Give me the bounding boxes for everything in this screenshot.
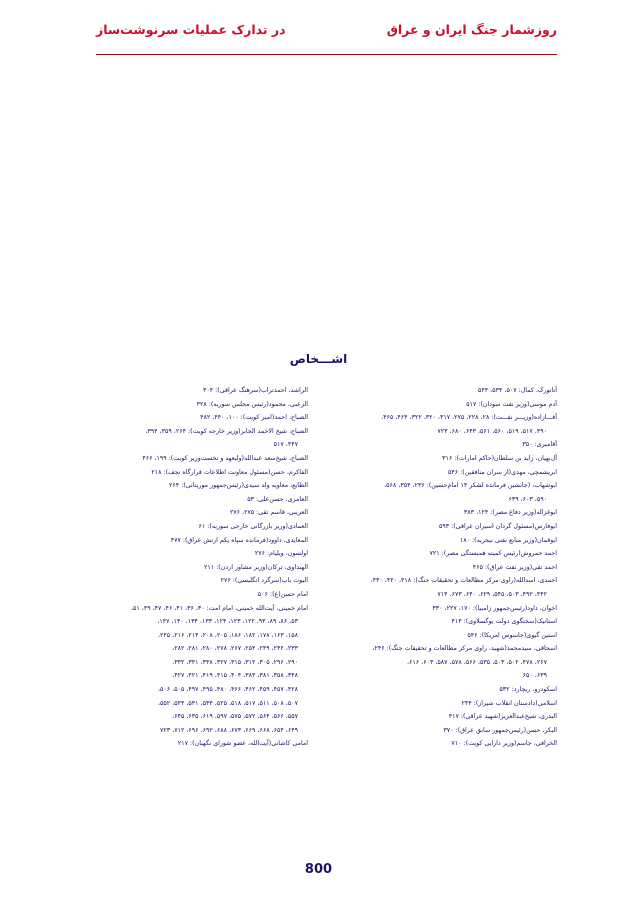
header-rule [96, 54, 557, 55]
index-entry-continuation: ۵۳، ۸۶، ۸۹، ۹۳، ۱۲۲، ۱۲۳، ۱۲۴، ۱۳۳، ۱۳۴، ۱۴۰، ۱۴۷، [157, 618, 298, 626]
index-entry-continuation: ۴۴۲، ۴۹۲، ۵۰۳، ۵۴۵، ۶۲۹، ۶۴۰، ۶۷۳، ۷۱۴ [437, 590, 547, 598]
index-entry: اولسون، ویلیام: ۲۷۶ [254, 550, 308, 558]
index-entry: الصباح، شیخ‌سعد عبدالله(ولیعهد و نخست‌وزیر کویت): ۱۹۹، ۴۶۶ [142, 454, 308, 462]
index-entry: اسکودرو، ریچارد: ۵۳۲ [499, 686, 557, 694]
index-entry: الزعبی، محمود(رئیس مجلس سوریه): ۳۲۸ [196, 400, 308, 408]
index-entry: آل‌نهیان، زاید بن سلطان(حاکم امارات): ۳۱۶ [442, 454, 557, 462]
index-entry: البکر، حسن(رئیس‌جمهور سابق عراق): ۳۷۰ [443, 726, 557, 734]
index-column-left [86, 384, 308, 751]
index-entry: ابوقمان(وزیر منابع نفتی نیجریه): ۱۸۰ [459, 536, 557, 544]
index-entry-continuation: ۳۴۸، ۳۵۸، ۳۸۱، ۳۸۳، ۴۰۴، ۴۱۵، ۴۱۹، ۴۲۱، ۴۲۷، [172, 672, 298, 680]
index-entry-continuation: ۶۴۹، ۶۵۴، ۶۶۸، ۶۶۹، ۶۷۳، ۶۸۸، ۶۹۲، ۶۹۶، ۷۱۲، ۷۲۳ [160, 726, 298, 734]
index-entry-continuation: ۲۳۳، ۲۴۲، ۲۴۹، ۲۵۴، ۲۶۷، ۲۷۸، ۲۸۰، ۲۸۱، ۲۸۲، [172, 645, 298, 653]
index-entry: احمد حمروش(رئیس کمیته همبستگی مصر): ۷۲۱ [429, 550, 557, 558]
page-number: 800 [304, 862, 333, 877]
index-entry: الفاکرم، حسن(مسئول معاونت اطلاعات قرارگاه نجف): ۲۱۸ [151, 468, 308, 476]
index-entry: الیوت باب(سرگرد انگلیسی): ۲۷۶ [220, 577, 308, 585]
index-entry: استین گیوی(جاسوس امریکا): ۵۴۶ [467, 631, 557, 639]
index-entry: الخرافی، جاسم(وزیر دارایی کویت): ۷۱۰ [451, 740, 557, 748]
index-entry: العریبی، قاسم تقی: ۲۷۵، ۲۷۶ [229, 509, 308, 517]
index-entry: آقامیری: ۳۵۰ [522, 441, 557, 449]
index-entry: اسلامی(دادستان انقلاب شیراز): ۲۴۴ [461, 699, 557, 707]
index-column-right [331, 384, 557, 751]
index-entry: امامی کاشانی(آیت‌الله، عضو شورای نگهبان): ۲۱۷ [177, 740, 308, 748]
index-entry: المعایدی، داوود(فرمانده سپاه یکم ارتش عراق): ۴۷۷ [170, 536, 308, 544]
index-entry: آدم موسی(وزیر نفت سودان): ۵۱۷ [466, 400, 557, 408]
index-entry: البدری، شیخ‌عبدالعزیز(شهید عراقی): ۴۱۷ [448, 713, 557, 721]
index-entry-continuation: ۲۹۰، ۲۹۶، ۳۰۵، ۳۱۲، ۳۱۵، ۳۲۷، ۳۳۸، ۳۴۱، ۳۴۲، [172, 658, 298, 666]
index-entry-continuation: ۴۲۸، ۴۵۷، ۴۵۹، ۴۶۲، ۴۶۶، ۴۸۰، ۴۹۵، ۴۹۷، ۵۰۵، ۵۰۶، [157, 686, 298, 694]
index-section-title: اشـــخاص [289, 352, 348, 366]
index-entry-continuation: ۵۵۷، ۵۶۶، ۵۶۴، ۵۷۲، ۵۷۵، ۵۹۷، ۶۱۹، ۶۳۵، ۶۴۵، [172, 713, 298, 721]
index-entry: العمادی(وزیر بازرگانی خارجی سوریه): ۶۱ [198, 522, 308, 530]
index-entry-continuation: ۵۰۷، ۵۰۸، ۵۱۱، ۵۱۷، ۵۱۸، ۵۲۵، ۵۳۴، ۵۴۱، ۵۴۴، ۵۵۲، [157, 699, 298, 707]
index-entry: ابریشمچی، مهدی(از سران منافقین): ۵۴۶ [447, 468, 557, 476]
index-entry: العامری، حسن‌علی: ۵۳ [247, 495, 308, 503]
index-entry: اسحاقی، سیدمحمد(شهید، راوی مرکز مطالعات و تحقیقات جنگ): ۲۴۶، [372, 645, 557, 653]
index-entry: ابوغزاله(وزیر دفاع مصر): ۱۲۴، ۳۸۳ [463, 509, 557, 517]
index-entry: الصباح، احمد(امیر کویت): ۱۰۰، ۴۴۰، ۴۸۲ [200, 414, 308, 422]
index-entry: آقـــازاده(وزیـــر نفـــت): ۲۸، ۲۲۸، ۲۷۵، ۳۱۷، ۳۲۰، ۳۲۲، ۴۶۴، ۴۶۵، [381, 414, 557, 422]
index-entry-continuation: ۲۶۷، ۴۷۸، ۵۰۲، ۵۰۳، ۵۳۵، ۵۶۶، ۵۷۸، ۵۸۷، ۶۰۳، ۶۱۶، [406, 658, 547, 666]
index-entry: الراشد، احمدتراب(سرهنگ عراقی): ۳۰۴ [202, 387, 308, 394]
index-entry: احمدی، اسدالله(راوی مرکز مطالعات و تحقیقات جنگ): ۴۱۸، ۴۲۰، ۴۳۰، [370, 577, 557, 585]
index-entry: امام حسن(ع): ۵۰۶ [257, 590, 308, 598]
index-entry-continuation: ۴۹۰، ۵۱۷، ۵۱۹، ۵۶۰، ۵۶۱، ۶۴۳، ۶۸۰، ۷۲۳ [437, 427, 547, 435]
index-entry: الهنداوی، ترکان(وزیر مشاور اردن): ۲۱۱ [203, 563, 308, 571]
index-entry: الصباح، شیخ الاحمد الجابر(وزیر خارجه کویت): ۲۶۴، ۳۵۹، ۳۹۴، [145, 427, 308, 435]
index-entry-continuation: ۱۵۸، ۱۶۳، ۱۷۸، ۱۸۲، ۱۸۶، ۲۰۵، ۲۰۸، ۲۱۴، ۲۱۶، ۲۲۵، [157, 631, 298, 639]
index-entry-continuation: ۵۹۰، ۶۰۳، ۶۳۹ [508, 495, 547, 503]
index-entry: ابوشهاب، (جانشین فرمانده لشکر ۱۴ امام‌حسین): ۲۳۶، ۳۵۴، ۵۶۸، [384, 482, 557, 490]
running-section-title: در تدارک عملیات سرنوشت‌ساز [96, 22, 286, 37]
index-entry-continuation: ۶۳۹، ۶۵۰ [522, 672, 547, 680]
index-entry: الطایع، معاویه ولد سیدی(رئیس‌جمهور موریتانی): ۲۶۴ [169, 482, 308, 490]
book-title: روزشمار جنگ ایران و عراق [386, 22, 557, 37]
index-entry: استانیک(سخنگوی دولت یوگسلاوی): ۴۱۳ [451, 618, 557, 626]
index-entry: احمد تقی(وزیر نفت عراق): ۴۶۵ [472, 563, 557, 571]
index-entry-continuation: ۴۴۷، ۵۱۷ [273, 441, 298, 449]
index-entry: اخوان، داود(رئیس‌جمهور زامبیا): ۱۷۰، ۲۲۷، ۳۳۰ [432, 604, 557, 612]
index-entry: امام خمینی، آیت‌الله خمینی، امام امت: ۳۰، ۳۶، ۴۱، ۴۶، ۴۷، ۴۹، ۵۱، [130, 604, 308, 612]
index-entry: آتاتورک، کمال: ۵۰۷، ۵۳۴، ۵۴۴ [478, 387, 557, 394]
index-entry: ابوفارس(مسئول گردان اسیران عراقی): ۵۹۳ [439, 522, 557, 530]
